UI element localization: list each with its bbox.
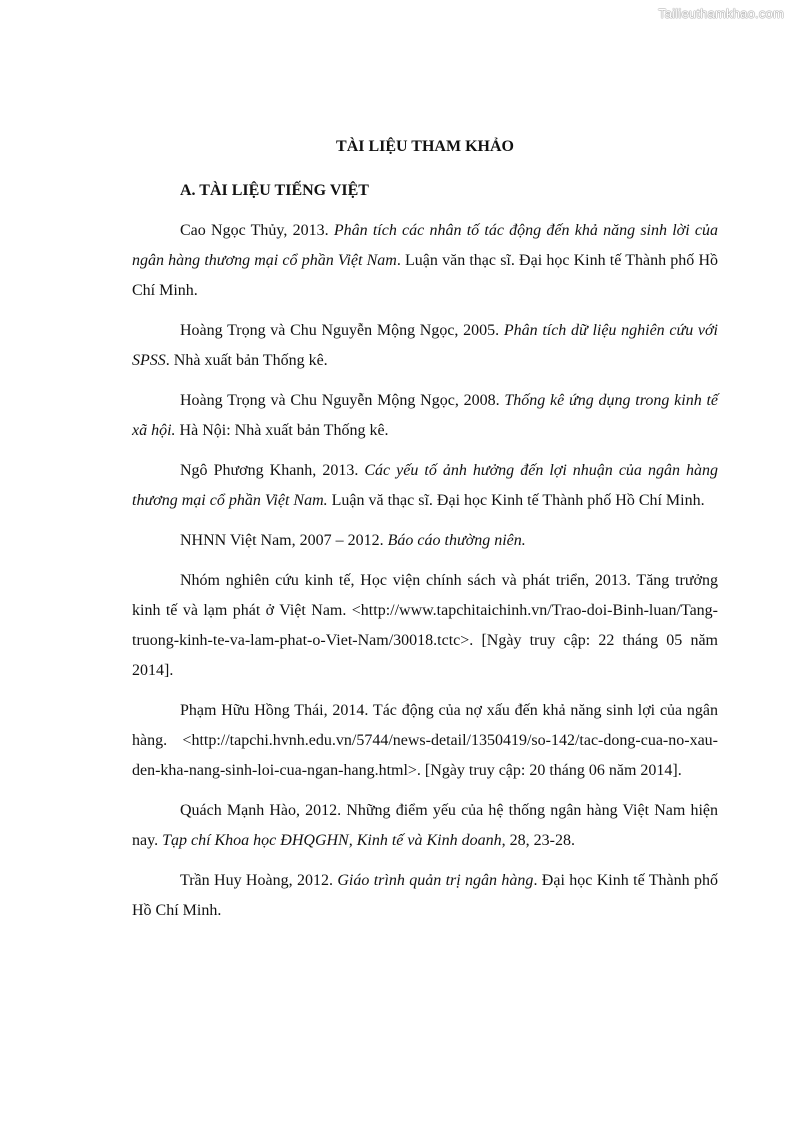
watermark-text: Tailieuthamkhao.com (658, 6, 784, 21)
reference-volume-pages: , 28, 23-28. (501, 832, 575, 849)
reference-author-year: Quách Mạnh Hào, 2012. Những điểm yếu của hệ thống ngân hàng Việt Nam hiện nay. (132, 802, 718, 849)
reference-item-7 (132, 696, 718, 786)
reference-publisher: . Nhà xuất bản Thống kê. (165, 352, 328, 369)
reference-item-1 (132, 216, 718, 306)
page-title: TÀI LIỆU THAM KHẢO (336, 138, 514, 155)
reference-journal: Tạp chí Khoa học ĐHQGHN, Kinh tế và Kinh doanh (162, 832, 502, 849)
reference-publisher: Hà Nội: Nhà xuất bản Thống kê. (175, 422, 389, 439)
reference-title: Thống kê ứng dụng trong kinh tế xã hội. (132, 392, 719, 439)
reference-publisher: . Đại học Kinh tế Thành phố Hồ Chí Minh. (132, 872, 718, 919)
reference-item-8 (132, 796, 718, 856)
reference-item-3 (132, 386, 718, 446)
reference-text: Phạm Hữu Hồng Thái, 2014. Tác động của nợ xấu đến khả năng sinh lợi của ngân hàng. <http://tapchi.hvnh.edu.vn/5744/news-detail/1350419/so-142/tac-dong-cua-no-xau-den-kha-nang-sinh-loi-cua-ngan-hang.html>. [Ngày truy cập: 20 tháng 06 năm 2014]. (132, 702, 718, 779)
reference-item-2 (132, 316, 718, 376)
document-page (132, 128, 718, 926)
reference-title: Phân tích dữ liệu nghiên cứu với SPSS (132, 322, 719, 369)
reference-author-year: Trần Huy Hoàng, 2012. (180, 872, 338, 889)
reference-author-year: Ngô Phương Khanh, 2013. (180, 462, 365, 479)
reference-author-year: Hoàng Trọng và Chu Nguyễn Mộng Ngọc, 2008. (180, 392, 505, 409)
reference-author-year: Hoàng Trọng và Chu Nguyễn Mộng Ngọc, 2005. (180, 322, 504, 339)
reference-publisher: Luận vă thạc sĩ. Đại học Kinh tế Thành phố Hồ Chí Minh. (327, 492, 705, 509)
reference-title: Giáo trình quản trị ngân hàng (337, 872, 534, 889)
reference-item-5 (132, 526, 718, 556)
reference-author-year: Cao Ngọc Thủy, 2013. (180, 222, 334, 239)
reference-title: Phân tích các nhân tố tác động đến khả năng sinh lời của ngân hàng thương mại cổ phần Việt Nam (132, 222, 718, 269)
reference-publisher: . Luận văn thạc sĩ. Đại học Kinh tế Thành phố Hồ Chí Minh. (132, 252, 718, 299)
reference-item-9 (132, 866, 718, 926)
reference-title: Các yếu tố ảnh hưởng đến lợi nhuận của ngân hàng thương mại cổ phần Việt Nam. (132, 462, 718, 509)
reference-title: Báo cáo thường niên. (387, 532, 526, 549)
reference-item-4 (132, 456, 718, 516)
reference-item-6 (132, 566, 718, 686)
section-heading: A. TÀI LIỆU TIẾNG VIỆT (180, 182, 369, 199)
reference-author-year: NHNN Việt Nam, 2007 – 2012. (180, 532, 388, 549)
reference-text: Nhóm nghiên cứu kinh tế, Học viện chính sách và phát triển, 2013. Tăng trưởng kinh tế và lạm phát ở Việt Nam. <http://www.tapchitaichinh.vn/Trao-doi-Binh-luan/Tang-truong-kinh-te-va-lam-phat-o-Viet-Nam/30018.tctc>. [Ngày truy cập: 22 tháng 05 năm 2014]. (132, 572, 718, 679)
